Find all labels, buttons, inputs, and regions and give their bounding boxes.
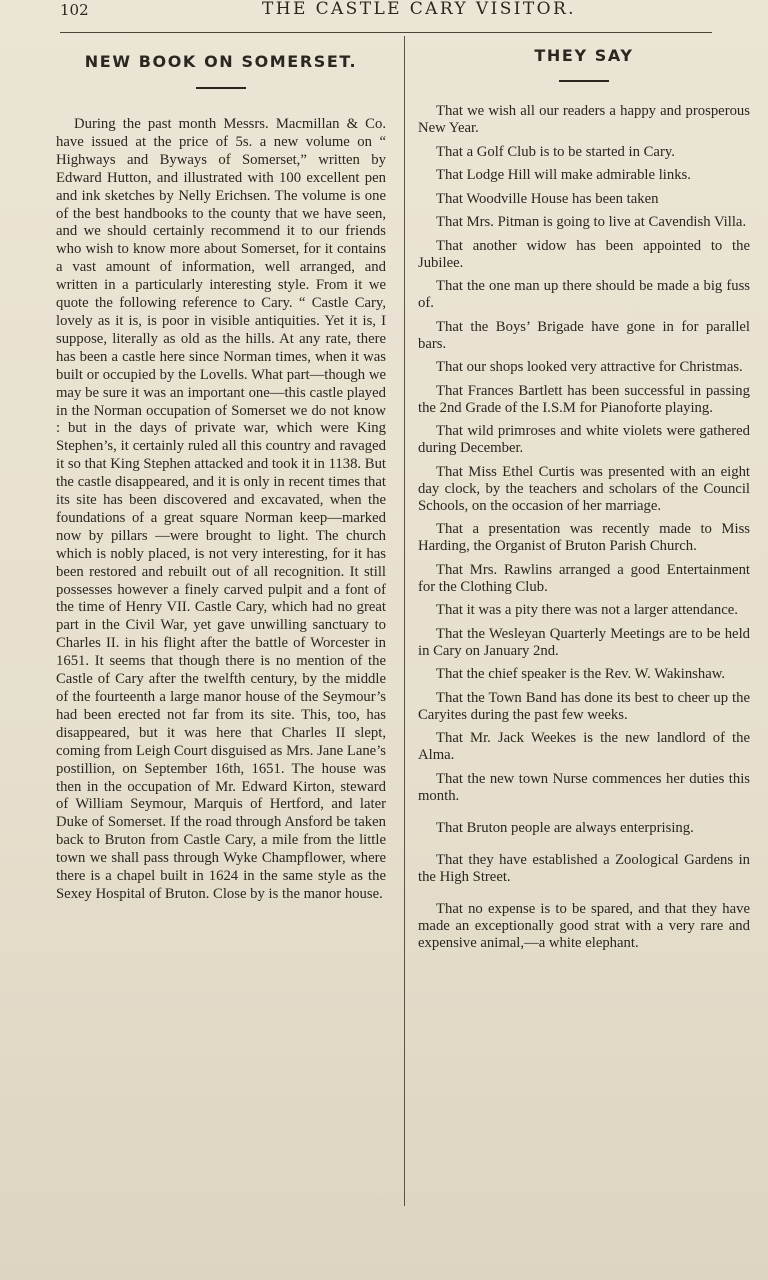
they-say-item: That the chief speaker is the Rev. W. Wakinshaw. <box>436 666 726 682</box>
they-say-item: That no expense is to be spared, and that they have made an exceptionally good strat with a very rare and expensive animal,—a white elephant. <box>418 900 750 951</box>
they-say-item: That Frances Bartlett has been successful in passing the 2nd Grade of the I.S.M for Pianoforte playing. <box>418 382 750 416</box>
they-say-item: That a presentation was recently made to Miss Harding, the Organist of Bruton Parish Church. <box>418 521 750 554</box>
running-header <box>0 0 768 24</box>
they-say-item: That Mr. Jack Weekes is the new landlord of the Alma. <box>418 730 750 763</box>
page-number: 102 <box>60 1 89 19</box>
they-say-item: That another widow has been appointed to the Jubilee. <box>418 237 750 271</box>
article-body: During the past month Messrs. Macmillan & Co. have issued at the price of 5s. a new volume on “ Highways and Byways of Somerset,” written by Edward Hutton, and illustrated with 100 excellent pen and ink sketches by Nelly Erichsen. The volume is one of the best handbooks to the county that we have seen, and we should certainly recommend it to our friends who wish to know more about Somerset, for it contains a vast amount of information, well arranged, and written in a particularly interesting style. From it we quote the following reference to Cary. “ Castle Cary, lovely as it is, is poor in visible antiquities. Yet it is, I suppose, literally as old as the hills. At any rate, there has been a castle here since Norman times, when it was built or occupied by the Lovells. What part—though we may be sure it was an important one—this castle played in the Norman occupation of Somerset we do not know : but in the days of private war, which were King Stephen’s, it certainly ruled all this country and ravaged it so that King Stephen attacked and took it in 1138. But the castle disappeared, and it is only in recent times that its site has been discovered and excavated, when the foundations of a great square Norman keep—marked now by pillars —were brought to light. The church which is nobly placed, is not very interesting, for it has been restored and rebuilt out of all recognition. It still possesses however a finely carved pulpit and a font of the time of Henry VII. Castle Cary, which had no great part in the Civil War, yet gave unwilling sanctuary to Charles II. in his flight after the battle of Worcester in 1651. It seems that though there is no mention of the Castle of Cary after the twelfth century, by the middle of the fourteenth a large manor house of the Seymour’s had been erected not far from its site. This, too, has disappeared, but it was here that Charles II slept, coming from Leigh Court disguised as Mrs. Jane Lane’s postillion, on September 16th, 1651. The house was then in the occupation of Mr. Edward Kirton, steward of William Seymour, Marquis of Hertford, and later Duke of Somerset. If the road through Ansford be taken back to Bruton from Castle Cary, a mile from the little town we shall pass through Wyke Champflower, where there is a chapel built in 1624 in the same style as the Sexey Hospital of Bruton. Close by is the manor house. <box>56 116 387 902</box>
article-title: NEW BOOK ON SOMERSET. <box>84 52 358 71</box>
they-say-item: That Bruton people are always enterprising. <box>436 819 694 836</box>
they-say-item: That Mrs. Pitman is going to live at Cavendish Villa. <box>436 214 747 230</box>
they-say-item: That the Boys’ Brigade have gone in for parallel bars. <box>418 318 750 352</box>
they-say-item: That the Town Band has done its best to cheer up the Caryites during the past few weeks. <box>418 689 750 723</box>
they-say-item: That Mrs. Rawlins arranged a good Entertainment for the Clothing Club. <box>418 561 750 595</box>
they-say-title-rule <box>559 80 609 82</box>
they-say-item: That they have established a Zoological Gardens in the High Street. <box>418 851 750 885</box>
they-say-column <box>418 42 750 958</box>
they-say-item: That our shops looked very attractive for Christmas. <box>436 359 743 375</box>
they-say-item: That we wish all our readers a happy and prosperous New Year. <box>418 103 750 136</box>
journal-title: THE CASTLE CARY VISITOR. <box>262 0 576 19</box>
they-say-item: That Woodville House has been taken <box>436 190 659 207</box>
they-say-title: THEY SAY <box>534 46 634 65</box>
they-say-item: That the new town Nurse commences her duties this month. <box>418 770 750 804</box>
article-title-rule <box>196 87 246 89</box>
header-rule <box>60 32 712 33</box>
article-column <box>56 46 386 904</box>
they-say-item: That the one man up there should be made a big fuss of. <box>418 278 750 311</box>
they-say-list <box>418 103 750 952</box>
they-say-item: That the Wesleyan Quarterly Meetings are to be held in Cary on January 2nd. <box>418 625 750 659</box>
they-say-item: That Lodge Hill will make admirable links. <box>436 167 691 183</box>
they-say-item: That wild primroses and white violets were gathered during December. <box>418 423 750 456</box>
they-say-item: That it was a pity there was not a larger attendance. <box>436 602 738 618</box>
they-say-item: That Miss Ethel Curtis was presented with an eight day clock, by the teachers and scholars of the Council Schools, on the occasion of her marriage. <box>418 463 750 514</box>
column-divider <box>404 36 405 1206</box>
they-say-item: That a Golf Club is to be started in Cary. <box>436 143 675 160</box>
